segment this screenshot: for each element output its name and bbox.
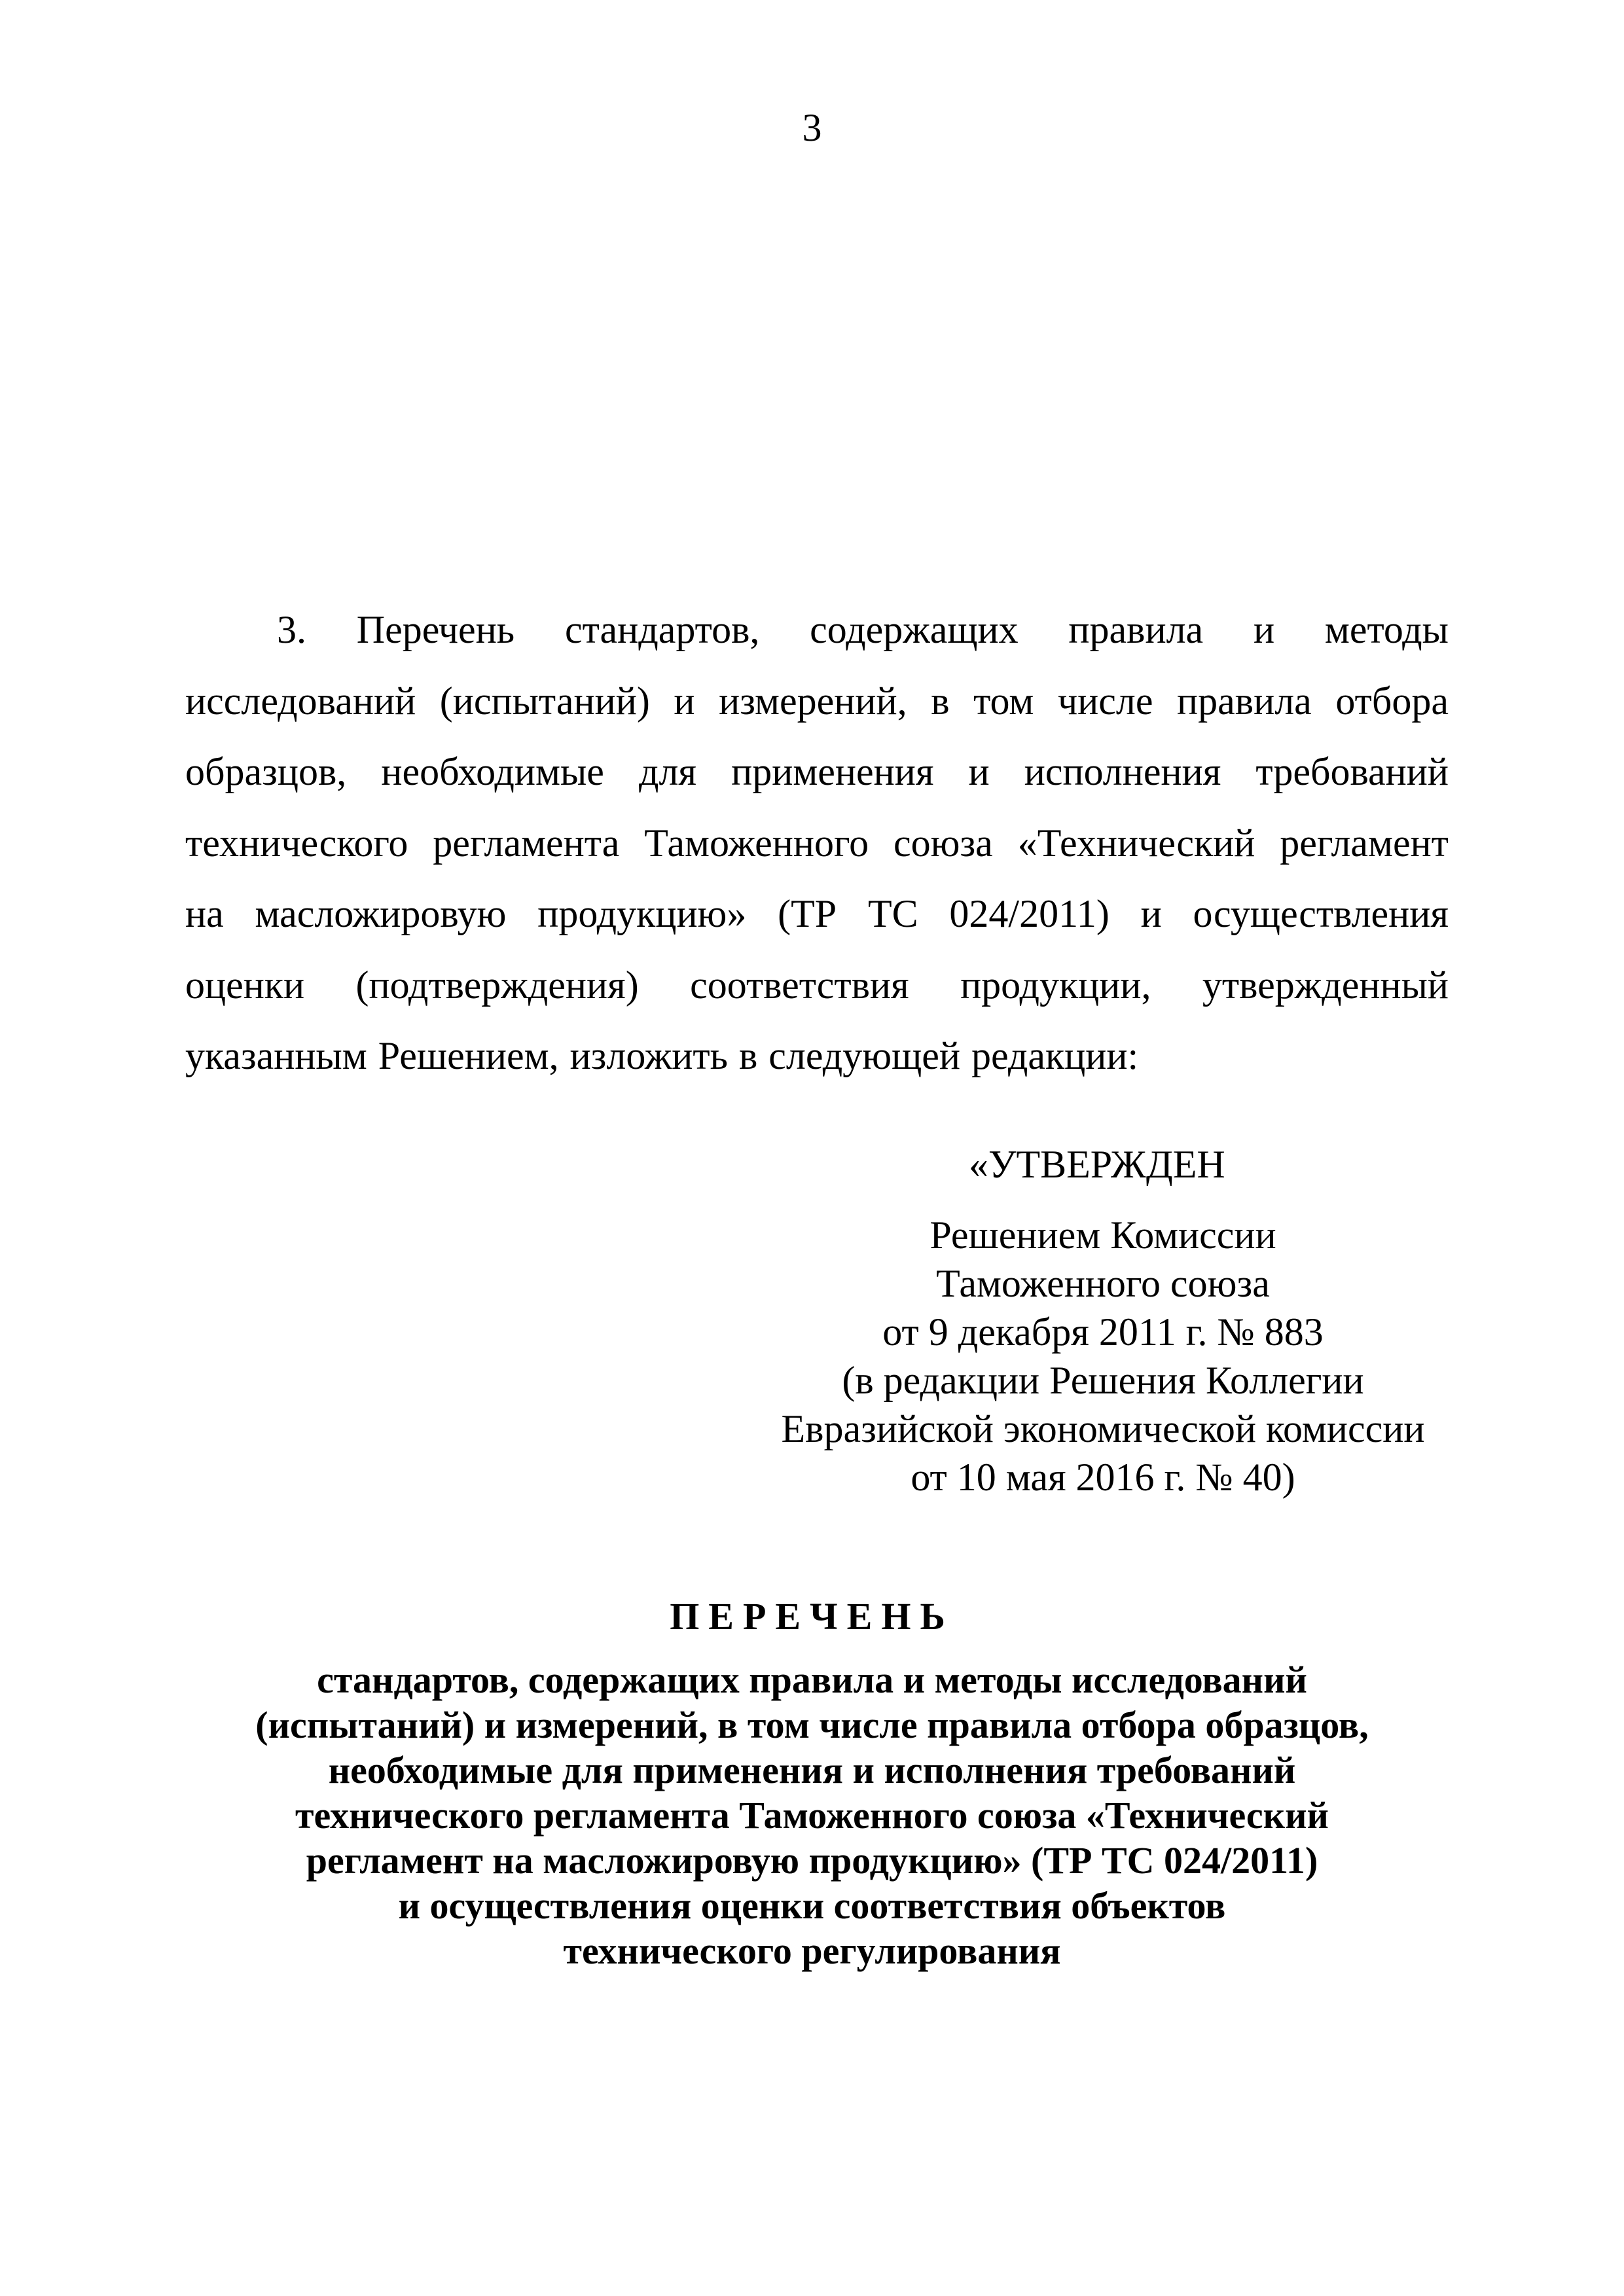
paragraph-line: оценки (подтверждения) соответствия продукции, утвержденный: [185, 963, 1449, 1007]
subtitle-line: необходимые для применения и исполнения требований: [328, 1749, 1296, 1791]
paragraph-line: на масложировую продукцию» (ТР ТС 024/2011) и осуществления: [185, 892, 1449, 935]
approval-line: Евразийской экономической комиссии: [781, 1407, 1425, 1450]
approval-header: «УТВЕРЖДЕН: [969, 1143, 1225, 1186]
approval-block: [720, 1211, 1486, 1501]
list-title: ПЕРЕЧЕНЬ: [670, 1595, 954, 1638]
paragraph-line: технического регламента Таможенного союза «Технический регламент: [185, 821, 1449, 865]
paragraph-line: указанным Решением, изложить в следующей редакции:: [185, 1034, 1139, 1077]
subtitle-line: стандартов, содержащих правила и методы исследований: [317, 1659, 1307, 1701]
approval-line: Таможенного союза: [936, 1262, 1270, 1305]
subtitle-line: регламент на масложировую продукцию» (ТР ТС 024/2011): [306, 1839, 1318, 1882]
approval-line: от 10 мая 2016 г. № 40): [911, 1456, 1295, 1499]
approval-line: от 9 декабря 2011 г. № 883: [882, 1310, 1324, 1354]
subtitle-line: технического регулирования: [563, 1929, 1061, 1972]
approval-line: (в редакции Решения Коллегии: [842, 1359, 1364, 1402]
paragraph-line: образцов, необходимые для применения и исполнения требований: [185, 750, 1449, 793]
amendment-paragraph: [185, 594, 1449, 1092]
paragraph-line: исследований (испытаний) и измерений, в том числе правила отбора: [185, 679, 1449, 723]
approval-line: Решением Комиссии: [929, 1213, 1276, 1257]
list-subtitle: [131, 1657, 1493, 1973]
page-number: 3: [802, 106, 822, 149]
subtitle-line: и осуществления оценки соответствия объектов: [398, 1884, 1226, 1927]
subtitle-line: технического регламента Таможенного союза «Технический: [295, 1794, 1329, 1837]
paragraph-line: 3. Перечень стандартов, содержащих правила и методы: [277, 608, 1449, 651]
subtitle-line: (испытаний) и измерений, в том числе правила отбора образцов,: [255, 1704, 1369, 1746]
